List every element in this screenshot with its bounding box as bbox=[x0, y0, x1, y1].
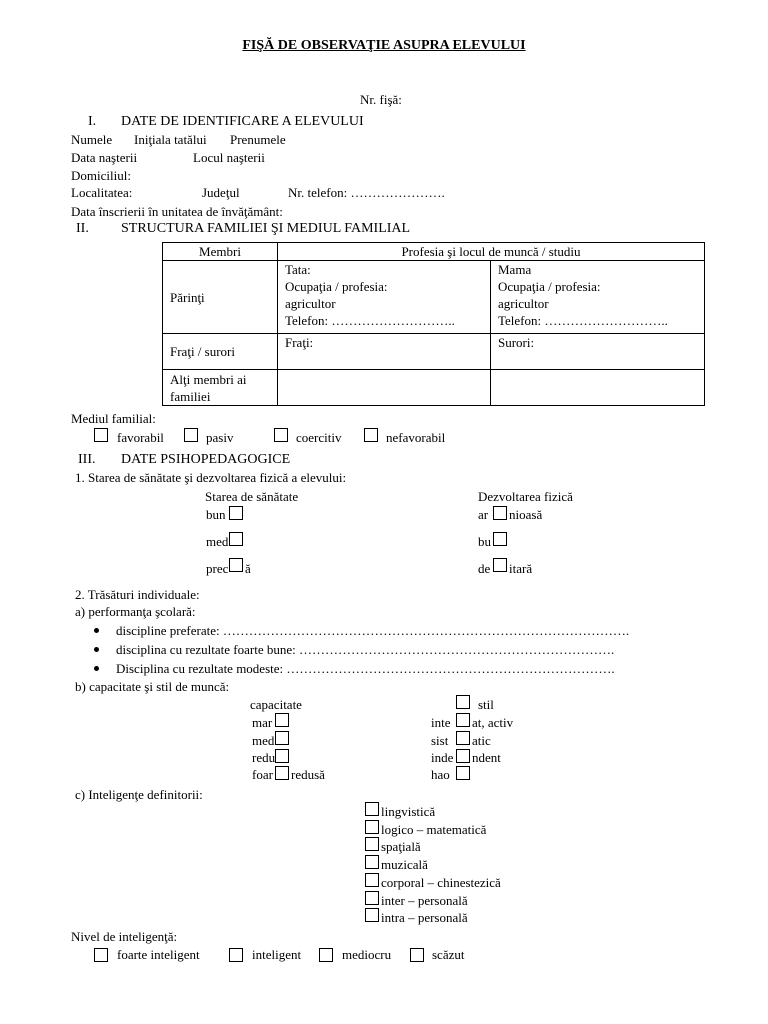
alti-membri-line1: Alţi membri ai bbox=[170, 371, 247, 387]
dezv-deficitara-label-b: itară bbox=[509, 561, 533, 576]
checkbox-coercitiv[interactable] bbox=[274, 428, 288, 442]
checkbox-intel-muzicala[interactable] bbox=[365, 855, 379, 869]
sanatate-buna-label: bun bbox=[206, 507, 226, 522]
checkbox-scazut[interactable] bbox=[410, 948, 424, 962]
cell-tata bbox=[278, 261, 491, 334]
alti-membri-line2: familiei bbox=[170, 388, 211, 404]
checkbox-foarte-inteligent[interactable] bbox=[94, 948, 108, 962]
checkbox-dezv-deficitara[interactable] bbox=[493, 558, 507, 572]
tata-telefon: Telefon: ……………………….. bbox=[285, 313, 455, 328]
bullet-3 bbox=[94, 666, 99, 671]
stil-haotic-label: hao bbox=[431, 767, 450, 782]
stil-independent-label-a: inde bbox=[431, 750, 454, 765]
checkbox-pasiv[interactable] bbox=[184, 428, 198, 442]
section-1-number: I. bbox=[88, 114, 97, 129]
th-membri: Membri bbox=[163, 243, 278, 261]
checkbox-dezv-armonioasa[interactable] bbox=[493, 506, 507, 520]
cap-mare-label: mar bbox=[252, 715, 273, 730]
sanatate-precara-label-b: ă bbox=[245, 561, 251, 576]
row-alti-membri-label bbox=[163, 370, 278, 406]
cap-redusa-label: redu bbox=[252, 750, 276, 765]
checkbox-cap-redusa[interactable] bbox=[275, 749, 289, 763]
checkbox-cap-medie[interactable] bbox=[275, 731, 289, 745]
label-favorabil: favorabil bbox=[117, 430, 164, 445]
stil-sistematic-label-a: sist bbox=[431, 733, 449, 748]
dezv-armonioasa-label-b: nioasă bbox=[509, 507, 543, 522]
intel-spatiala: spaţială bbox=[381, 839, 421, 854]
checkbox-intel-intra[interactable] bbox=[365, 908, 379, 922]
checkbox-sanatate-precara[interactable] bbox=[229, 558, 243, 572]
label-inteligent: inteligent bbox=[252, 947, 302, 962]
checkbox-mediocru[interactable] bbox=[319, 948, 333, 962]
checkbox-favorabil[interactable] bbox=[94, 428, 108, 442]
section-2-title: STRUCTURA FAMILIEI ŞI MEDIUL FAMILIAL bbox=[121, 221, 411, 236]
section-2-number: II. bbox=[76, 221, 89, 236]
label-mediul-familial: Mediul familial: bbox=[71, 411, 156, 426]
intel-corporal-chinestezica: corporal – chinestezică bbox=[381, 875, 501, 890]
sanatate-medie-label: med bbox=[206, 534, 229, 549]
mama-label: Mama bbox=[498, 262, 532, 277]
mama-ocupatia: Ocupaţia / profesia: bbox=[498, 279, 601, 294]
checkbox-stil-header[interactable] bbox=[456, 695, 470, 709]
checkbox-stil-integrat[interactable] bbox=[456, 713, 470, 727]
checkbox-stil-sistematic[interactable] bbox=[456, 731, 470, 745]
family-structure-table bbox=[162, 242, 705, 406]
item-2a-label: a) performanţa şcolară: bbox=[75, 604, 196, 619]
checkbox-cap-mare[interactable] bbox=[275, 713, 289, 727]
stil-integrat-label-b: at, activ bbox=[472, 715, 514, 730]
cap-foarte-redusa-label-a: foar bbox=[252, 767, 273, 782]
page-title: FIŞĂ DE OBSERVAŢIE ASUPRA ELEVULUI bbox=[242, 38, 526, 53]
section-1-title: DATE DE IDENTIFICARE A ELEVULUI bbox=[121, 114, 364, 129]
bullet-disciplina-bune: disciplina cu rezultate foarte bune: ………………………………………………………………. bbox=[116, 642, 615, 657]
checkbox-sanatate-buna[interactable] bbox=[229, 506, 243, 520]
label-mediocru: mediocru bbox=[342, 947, 392, 962]
cell-mama bbox=[491, 261, 705, 334]
label-domiciliul: Domiciliul: bbox=[71, 168, 131, 183]
checkbox-intel-corporal[interactable] bbox=[365, 873, 379, 887]
label-nivel-inteligenta: Nivel de inteligenţă: bbox=[71, 929, 178, 944]
label-numele: Numele bbox=[71, 132, 113, 147]
item-2c-label: c) Inteligenţe definitorii: bbox=[75, 787, 203, 802]
row-parinti-label: Părinţi bbox=[163, 261, 278, 334]
label-coercitiv: coercitiv bbox=[296, 430, 342, 445]
stare-sanatate-header: Starea de sănătate bbox=[205, 489, 299, 504]
stil-sistematic-label-b: atic bbox=[472, 733, 491, 748]
cell-alti-2 bbox=[491, 370, 705, 406]
cell-frati: Fraţi: bbox=[278, 334, 491, 370]
checkbox-nefavorabil[interactable] bbox=[364, 428, 378, 442]
cap-foarte-redusa-label-b: redusă bbox=[291, 767, 325, 782]
intel-inter-personala: inter – personală bbox=[381, 893, 468, 908]
item-2-label: 2. Trăsături individuale: bbox=[75, 587, 200, 602]
label-locul-nasterii: Locul naşterii bbox=[193, 150, 265, 165]
mama-agricultor: agricultor bbox=[498, 296, 549, 311]
checkbox-cap-foarte-redusa[interactable] bbox=[275, 766, 289, 780]
label-scazut: scăzut bbox=[432, 947, 465, 962]
nr-fisa-label: Nr. fişă: bbox=[360, 92, 402, 107]
bullet-2 bbox=[94, 647, 99, 652]
dezvoltare-fizica-header: Dezvoltarea fizică bbox=[478, 489, 573, 504]
checkbox-sanatate-medie[interactable] bbox=[229, 532, 243, 546]
checkbox-stil-independent[interactable] bbox=[456, 749, 470, 763]
section-3-number: III. bbox=[78, 452, 96, 467]
label-localitatea: Localitatea: bbox=[71, 185, 133, 200]
item-1-label: 1. Starea de sănătate şi dezvoltarea fizică a elevului: bbox=[75, 470, 347, 485]
row-frati-label: Fraţi / surori bbox=[163, 334, 278, 370]
th-profesia: Profesia şi locul de muncă / studiu bbox=[278, 243, 705, 261]
mama-telefon: Telefon: ……………………….. bbox=[498, 313, 668, 328]
intel-lingvistica: lingvistică bbox=[381, 804, 436, 819]
label-data-inscrierii: Data înscrierii în unitatea de învăţământ: bbox=[71, 204, 283, 219]
checkbox-intel-lingvistica[interactable] bbox=[365, 802, 379, 816]
checkbox-inteligent[interactable] bbox=[229, 948, 243, 962]
intel-muzicala: muzicală bbox=[381, 857, 428, 872]
tata-agricultor: agricultor bbox=[285, 296, 336, 311]
cell-alti-1 bbox=[278, 370, 491, 406]
label-nefavorabil: nefavorabil bbox=[386, 430, 446, 445]
checkbox-stil-haotic[interactable] bbox=[456, 766, 470, 780]
label-pasiv: pasiv bbox=[206, 430, 234, 445]
checkbox-intel-spatiala[interactable] bbox=[365, 837, 379, 851]
sanatate-precara-label-a: prec bbox=[206, 561, 229, 576]
intel-intra-personala: intra – personală bbox=[381, 910, 468, 925]
stil-integrat-label-a: inte bbox=[431, 715, 451, 730]
capacitate-header: capacitate bbox=[250, 697, 302, 712]
bullet-discipline-preferate: discipline preferate: …………………………………………………………………………………. bbox=[116, 623, 630, 638]
section-3-title: DATE PSIHOPEDAGOGICE bbox=[121, 452, 291, 467]
label-foarte-inteligent: foarte inteligent bbox=[117, 947, 200, 962]
intel-logico-matematica: logico – matematică bbox=[381, 822, 487, 837]
checkbox-dezv-buna[interactable] bbox=[493, 532, 507, 546]
checkbox-intel-inter[interactable] bbox=[365, 891, 379, 905]
label-judetul: Judeţul bbox=[202, 185, 240, 200]
label-prenumele: Prenumele bbox=[230, 132, 286, 147]
tata-ocupatia: Ocupaţia / profesia: bbox=[285, 279, 388, 294]
dezv-deficitara-label-a: de bbox=[478, 561, 491, 576]
tata-label: Tata: bbox=[285, 262, 311, 277]
item-2b-label: b) capacitate şi stil de muncă: bbox=[75, 679, 230, 694]
stil-header: stil bbox=[478, 697, 494, 712]
label-data-nasterii: Data naşterii bbox=[71, 150, 138, 165]
cell-surori: Surori: bbox=[491, 334, 705, 370]
dezv-buna-label: bu bbox=[478, 534, 491, 549]
label-initiala-tatalui: Iniţiala tatălui bbox=[134, 132, 207, 147]
cap-medie-label: med bbox=[252, 733, 275, 748]
label-telefon: Nr. telefon: …………………. bbox=[288, 185, 445, 200]
bullet-1 bbox=[94, 628, 99, 633]
stil-independent-label-b: ndent bbox=[472, 750, 501, 765]
checkbox-intel-logico[interactable] bbox=[365, 820, 379, 834]
dezv-armonioasa-label-a: ar bbox=[478, 507, 489, 522]
bullet-disciplina-modeste: Disciplina cu rezultate modeste: …………………………………………………………………. bbox=[116, 661, 615, 676]
